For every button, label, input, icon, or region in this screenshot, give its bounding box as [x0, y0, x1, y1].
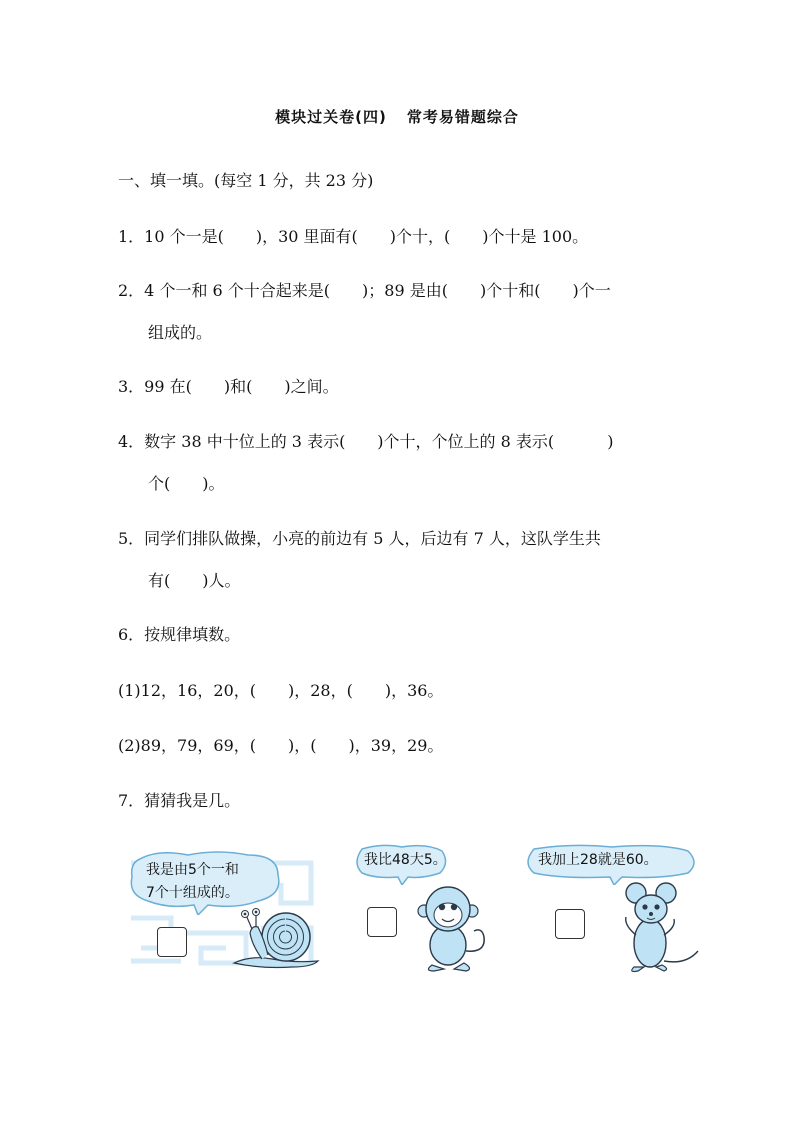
- question-2-line-1: 2．4 个一和 6 个十合起来是( )；89 是由( )个十和( )个一: [118, 281, 611, 300]
- question-2-line-2: 组成的。: [148, 323, 213, 342]
- mouse-bubble-text: 我加上28就是60。: [538, 852, 658, 868]
- question-4-line-1: 4．数字 38 中十位上的 3 表示( )个十，个位上的 8 表示( ): [118, 432, 614, 451]
- snail-icon: [232, 905, 322, 969]
- title-left: 模块过关卷(四): [275, 108, 387, 126]
- monkey-bubble-text: 我比48大5。: [364, 852, 447, 868]
- guess-number-figures: [0, 835, 794, 980]
- mouse-icon: [620, 881, 702, 973]
- question-3: 3．99 在( )和( )之间。: [118, 377, 339, 396]
- question-1: 1．10 个一是( )，30 里面有( )个十，( )个十是 100。: [118, 227, 589, 246]
- snail-bubble-line-1: 我是由5个一和: [146, 862, 239, 878]
- monkey-answer-box[interactable]: [367, 907, 397, 937]
- question-5-line-2: 有( )人。: [148, 571, 241, 590]
- question-5-line-1: 5．同学们排队做操，小亮的前边有 5 人，后边有 7 人，这队学生共: [118, 529, 601, 548]
- question-6: 6．按规律填数。: [118, 625, 241, 644]
- question-6-part-1: (1)12，16，20，( )，28，( )，36。: [118, 681, 444, 700]
- monkey-icon: [414, 881, 490, 973]
- page-title: [0, 106, 794, 127]
- question-7: 7．猜猜我是几。: [118, 791, 241, 810]
- snail-bubble-line-2: 7个十组成的。: [146, 885, 239, 901]
- section-heading: 一、填一填。(每空 1 分，共 23 分): [118, 171, 374, 190]
- mouse-answer-box[interactable]: [555, 909, 585, 939]
- snail-answer-box[interactable]: [157, 927, 187, 957]
- question-6-part-2: (2)89，79，69，( )，( )，39，29。: [118, 736, 444, 755]
- question-4-line-2: 个( )。: [148, 474, 225, 493]
- title-right: 常考易错题综合: [406, 108, 519, 126]
